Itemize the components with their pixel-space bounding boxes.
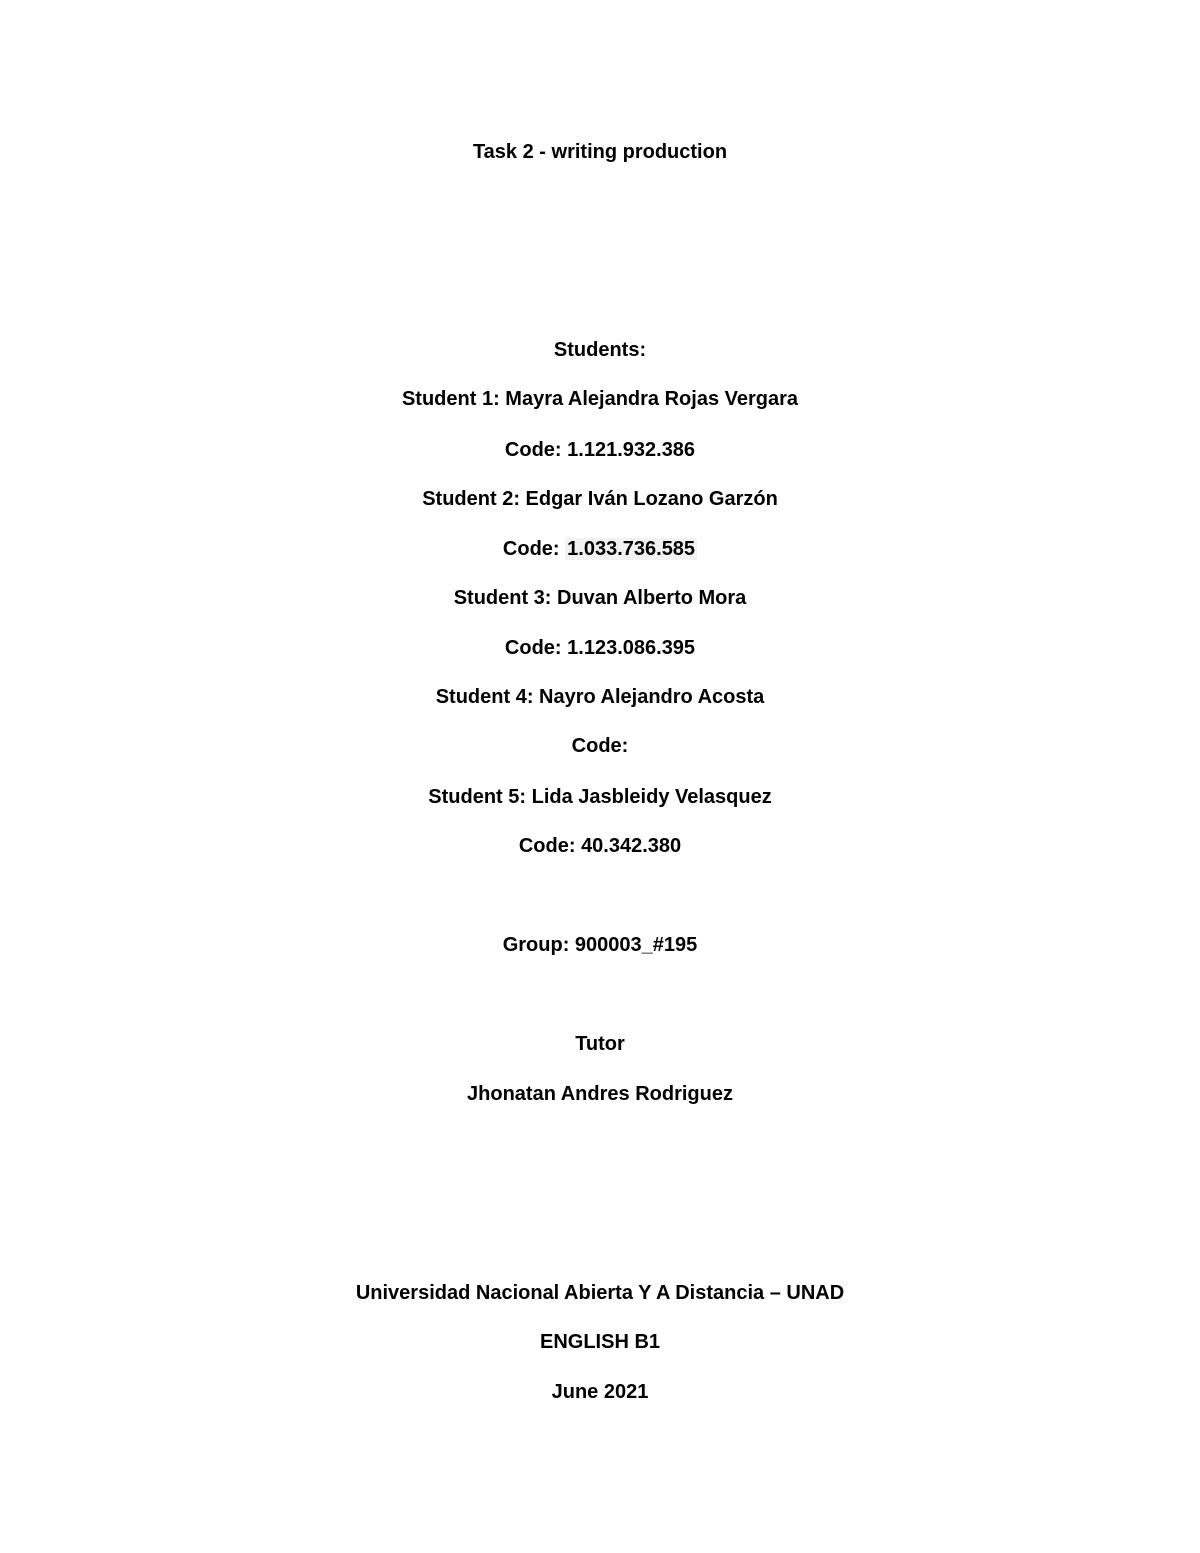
student-4-code — [0, 734, 1200, 758]
code-label: Code: — [518, 835, 576, 857]
student-1-code — [0, 438, 1200, 462]
document-title: Task 2 - writing production — [472, 141, 728, 163]
students-heading: Students: — [553, 339, 647, 361]
code-label: Code: — [502, 538, 560, 560]
student-4-name: Student 4: Nayro Alejandro Acosta — [435, 686, 765, 708]
student-3-name: Student 3: Duvan Alberto Mora — [453, 587, 747, 609]
code-label: Code: — [571, 735, 629, 757]
code-value: 1.033.736.585 — [567, 538, 696, 560]
code-value: 1.121.932.386 — [567, 439, 696, 461]
student-1-name: Student 1: Mayra Alejandra Rojas Vergara — [401, 388, 799, 410]
document-date: June 2021 — [551, 1381, 649, 1403]
student-5-code — [0, 834, 1200, 858]
tutor-heading: Tutor — [575, 1033, 625, 1055]
student-2-code — [0, 537, 1200, 561]
student-3-code — [0, 636, 1200, 660]
tutor-name: Jhonatan Andres Rodriguez — [467, 1083, 733, 1105]
code-label: Code: — [504, 439, 562, 461]
code-value: 1.123.086.395 — [567, 637, 696, 659]
student-2-name: Student 2: Edgar Iván Lozano Garzón — [422, 488, 778, 510]
student-5-name: Student 5: Lida Jasbleidy Velasquez — [428, 786, 772, 808]
code-value: 40.342.380 — [581, 835, 682, 857]
university-name: Universidad Nacional Abierta Y A Distancia – UNAD — [355, 1282, 845, 1304]
code-label: Code: — [504, 637, 562, 659]
course-name: ENGLISH B1 — [539, 1331, 661, 1353]
group-number: Group: 900003_#195 — [502, 934, 698, 956]
